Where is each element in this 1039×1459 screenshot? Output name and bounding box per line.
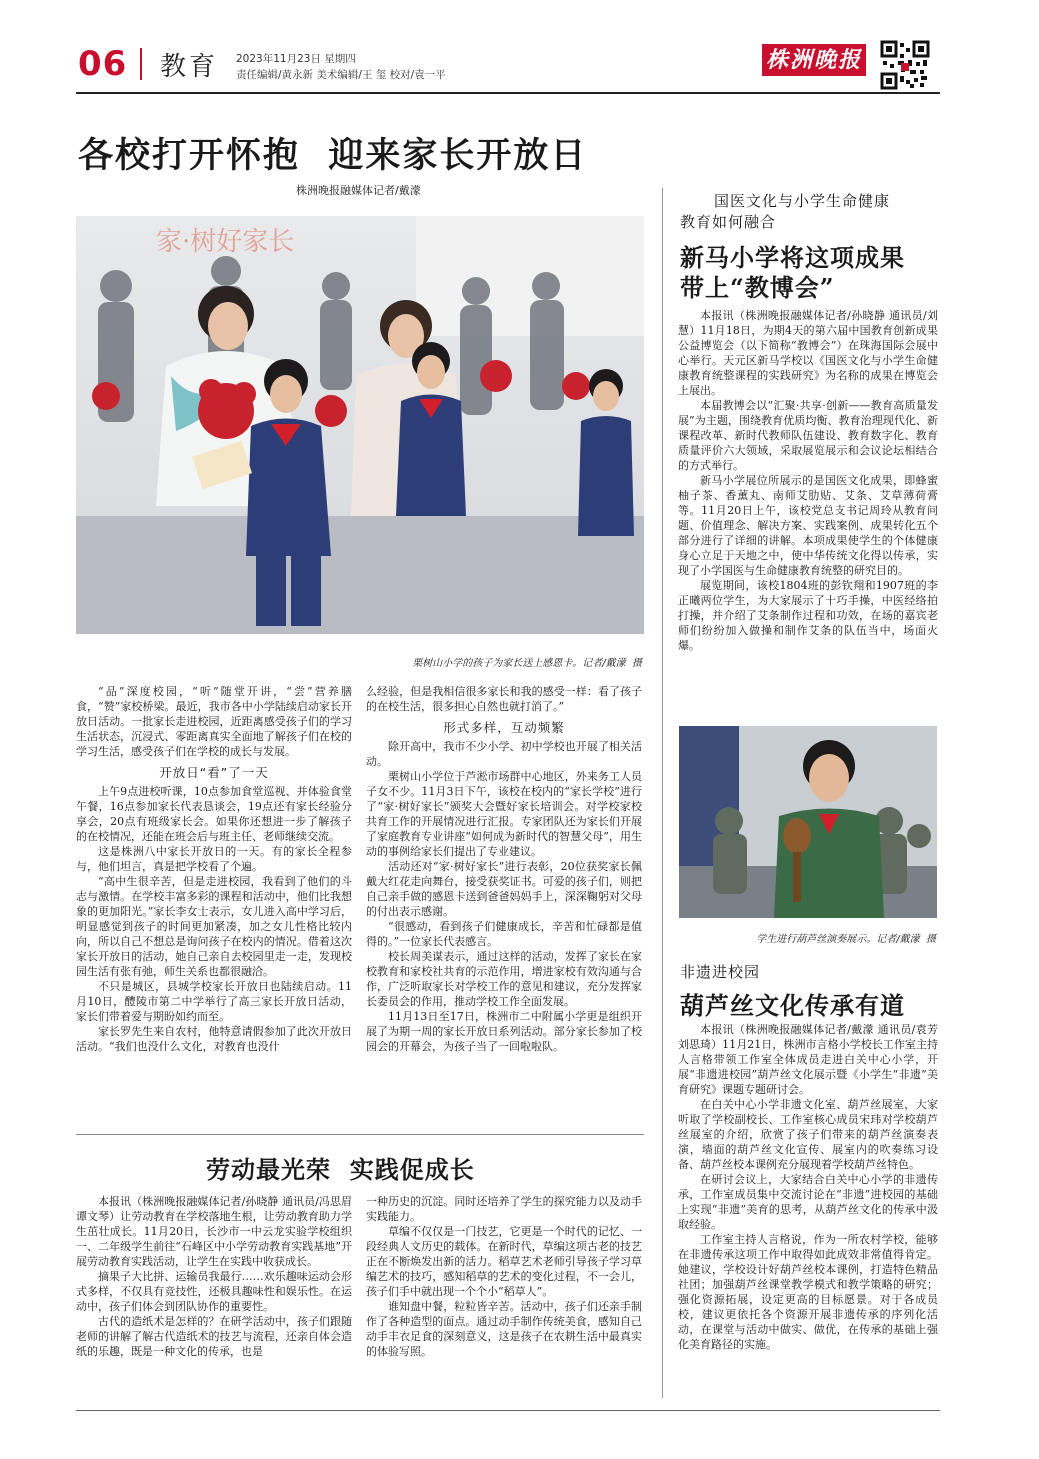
side2-kicker: 非遗进校园 xyxy=(680,963,761,981)
main-lead-paragraph: “品”深度校园，“听”随堂开讲，“尝”营养膳食，“赞”家校桥梁。最近，我市各中小学陆续启动家长开放日活动。一批家长走进校园，近距离感受孩子们的学习生活状态，沉浸式、零距离真实全面地了解孩子们在校的学习生活，感受孩子们在学校的成长与发展。 xyxy=(76,685,352,758)
main-col2-paragraph: 栗树山小学位于芦淞市场群中心地区，外来务工人员子女不少。11月3日下午，该校在校内的“家长学校”进行了“家·树好家长”颁奖大会暨好家长培训会。对学校家校共育工作的开展情况进行汇报。专家团队还为家长们开展了家庭教育专业讲座“如何成为新时代的智慧父母”，用生动的事例给家长们提出了专业建议。 xyxy=(366,770,642,858)
side1-kicker-line1: 国医文化与小学生命健康 xyxy=(714,192,891,210)
side2-paragraph: 在研讨会议上，大家结合白关中心小学的非遗传承，工作室成员集中交流讨论在“非遗”进校园的基础上实现“非遗”美育的思考，从葫芦丝文化的传承中汲取经验。 xyxy=(678,1173,938,1231)
side1-paragraph: 新马小学展位所展示的是国医文化成果，即蜂蜜柚子茶、香薰丸、南师艾肋贴、艾条、艾草薄荷膏等。11月20日上午，该校党总支书记周玲从教育问题、价值理念、解决方案、实践案例、成果转化五个部分进行了详细的讲解。本项成果使学生的个体健康身心立足于天地之中，使中华传统文化得以传承，实现了小学国医与生命健康教育统整的研究目的。 xyxy=(678,474,938,577)
header-rule xyxy=(76,92,940,94)
main-col1-paragraph: 家长罗先生来自农村，他特意请假参加了此次开放日活动。“我们也没什么文化，对教育也没什 xyxy=(76,1025,352,1053)
side1-paragraph: 展览期间，该校1804班的彭钦翔和1907班的李正曦两位学生，为大家展示了十巧手操，中医经络拍打操，并介绍了艾条制作过程和功效，在场的嘉宾老师们纷纷加入做操和制作艾条的队伍当中，场面火爆。 xyxy=(678,579,938,652)
bottom-article-rule xyxy=(76,1134,644,1135)
side2-body xyxy=(678,1022,938,1352)
bottom-paragraph: 古代的造纸术是怎样的？在研学活动中，孩子们跟随老师的讲解了解古代造纸术的技艺与流程，还亲自体会造纸的乐趣，既是一种文化的传承，也是 xyxy=(76,1315,352,1358)
main-col2-paragraph: 11月13日至17日，株洲市二中附属小学更是组织开展了为期一周的家长开放日系列活动。部分家长参加了校园会的开幕会，为孩子当了一回啦啦队。 xyxy=(366,1010,642,1053)
section-title: 教育 xyxy=(160,52,219,82)
bottom-paragraph: 草编不仅仅是一门技艺，它更是一个时代的记忆、一段经典人文历史的载体。在新时代，草编这项古老的技艺正在不断焕发出新的活力。稻草艺术老师引导孩子学习草编艺术的技巧，感知稻草的艺术的变化过程，不一会儿，孩子们手中就出现一个个小“稻草人”。 xyxy=(366,1225,642,1298)
side2-photo-caption: 学生进行葫芦丝演奏展示。记者/戴濛 摄 xyxy=(756,934,936,945)
main-col1-paragraph: 这是株洲八中家长开放日的一天。有的家长全程参与，他们坦言，真是把学校看了个遍。 xyxy=(76,845,352,873)
bottom-paragraph: 谁知盘中餐，粒粒皆辛苦。活动中，孩子们还亲手制作了各种造型的面点。通过动手制作传统美食，感知自己动手丰衣足食的深刻意义，这是孩子在农耕生活中最真实的体验写照。 xyxy=(366,1300,642,1358)
bottom-col1 xyxy=(76,1194,352,1359)
side2-paragraph: 本报讯（株洲晚报融媒体记者/戴濛 通讯员/袁芳 刘思琦）11月21日，株洲市言格小学校长工作室主持人言格带领工作室全体成员走进白关中心小学，开展“非遗进校园”葫芦丝文化展示暨《小学生“非遗”美育研究》课题专题研讨会。 xyxy=(678,1023,938,1096)
bottom-paragraph: 本报讯（株洲晚报融媒体记者/孙晓静 通讯员/冯思眉 谭文琴）让劳动教育在学校落地生根，让劳动教育助力学生茁壮成长。11月20日，长沙市一中云龙实验学校组织一、二年级学生前往“石峰区中小学劳动教育实践基地”开展劳动教育实践活动，让学生在实践中收获成长。 xyxy=(76,1195,352,1268)
side1-headline-line2: 带上“教博会” xyxy=(680,273,835,302)
photo-banner-text: 家·树好家长 xyxy=(156,227,295,257)
bottom-headline: 劳动最光荣 实践促成长 xyxy=(206,1155,475,1184)
main-col2-continued: 么经验，但是我相信很多家长和我的感受一样：看了孩子的在校生活，很多担心自然也就打消了。” xyxy=(366,685,642,713)
masthead-logo: 株洲晚报 xyxy=(762,44,866,76)
header-editors: 责任编辑/黄永新 美术编辑/王 玺 校对/袁一平 xyxy=(236,69,446,81)
side2-paragraph: 工作室主持人言格说，作为一所农村学校，能够在非遗传承这项工作中取得如此成效非常值得肯定。她建议，学校设计好葫芦丝校本课例，打造特色精品社团；加强葫芦丝课堂教学模式和教学策略的研究；强化资源拓展，设定更高的目标愿景。对于各成员校，建议更依托各个资源开展非遗传承的序列化活动，在课堂与活动中做实、做优，在传承的基础上强化美育路径的实施。 xyxy=(678,1233,938,1351)
main-photo-caption: 栗树山小学的孩子为家长送上感恩卡。记者/戴濛 摄 xyxy=(412,658,642,669)
main-col2-paragraph: 除开高中，我市不少小学、初中学校也开展了相关活动。 xyxy=(366,740,642,768)
subhead-open-day: 开放日“看”了一天 xyxy=(159,765,269,780)
header-divider xyxy=(140,48,142,80)
main-col2-paragraph: 活动还对“家·树好家长”进行表彰，20位获奖家长佩戴大红花走向舞台，接受获奖证书。可爱的孩子们，则把自己亲手做的感恩卡送到爸爸妈妈手上，深深鞠躬对父母的付出表示感谢。 xyxy=(366,860,642,918)
main-article-col2 xyxy=(366,684,642,1054)
side1-paragraph: 本届教博会以“汇聚·共享·创新——教育高质量发展”为主题，围绕教育优质均衡、教育治理现代化、新课程改革、新时代教师队伍建设、教育数字化、教育质量评价六大领域，采取展览展示和会议论坛相结合的方式举行。 xyxy=(678,399,938,472)
main-col1-paragraph: 上午9点进校听课，10点参加食堂巡视、并体验食堂午餐，16点参加家长代表恳谈会，19点还有家长经验分享会，20点有班级家长会。如果你还想进一步了解孩子的在校情况，还能在班会后与班主任、老师继续交流。 xyxy=(76,785,352,843)
side2-paragraph: 在白关中心小学非遗文化室、葫芦丝展室，大家听取了学校副校长、工作室核心成员宋玮对学校葫芦丝展室的介绍，欣赏了孩子们带来的葫芦丝演奏表演，墙面的葫芦丝文化宣传、展室内的吹奏练习设备、葫芦丝校本课例充分展现着学校葫芦丝特色。 xyxy=(678,1098,938,1171)
side1-paragraph: 本报讯（株洲晚报融媒体记者/孙晓静 通讯员/刘慧）11月18日，为期4天的第六届中国教育创新成果公益博览会（以下简称“教博会”）在珠海国际会展中心举行。天元区新马学校以《国医文化与小学生命健康教育统整课程的实践研究》为名称的成果在博览会上展出。 xyxy=(678,309,938,397)
bottom-paragraph: 摘果子大比拼、运输员我最行……欢乐趣味运动会形式多样，不仅具有竞技性，还极具趣味性和娱乐性。在运动中，孩子们体会到团队协作的重要性。 xyxy=(76,1270,352,1313)
subhead-interaction: 形式多样，互动频繁 xyxy=(443,720,565,735)
main-col2-paragraph: “很感动，看到孩子们健康成长，辛苦和忙碌都是值得的。”一位家长代表感言。 xyxy=(366,920,642,948)
main-article-col1 xyxy=(76,684,352,1054)
main-col1-paragraph: “高中生很辛苦，但是走进校园，我看到了他们的斗志与激情。在学校丰富多彩的课程和活动中，他们比我想象的更加阳光。”家长李女士表示，女儿进入高中学习后，明显感觉到孩子的时间更加紧凑，加之女儿性格比较内向，所以自己不想总是询问孩子在校内的情况。借着这次家长开放日的活动，她自己亲自去校园里走一走，发现校园生活有张有弛，师生关系也都很融洽。 xyxy=(76,875,352,978)
bottom-continued: 一种历史的沉淀。同时还培养了学生的探究能力以及动手实践能力。 xyxy=(366,1195,642,1223)
main-col1-paragraph: 不只是城区，县城学校家长开放日也陆续启动。11月10日，醴陵市第二中学举行了高三家长开放日活动，家长们带着爱与期盼如约而至。 xyxy=(76,980,352,1023)
page-number: 06 xyxy=(78,44,128,84)
hulusi-performance-photo-illustration xyxy=(679,726,937,918)
side1-headline-line1: 新马小学将这项成果 xyxy=(680,243,905,272)
column-divider-right xyxy=(662,188,663,1398)
parents-day-photo-illustration xyxy=(76,216,644,634)
main-byline: 株洲晚报融媒体记者/戴濛 xyxy=(296,184,421,197)
main-col2-paragraph: 校长周美谋表示，通过这样的活动，发挥了家长在家校教育和家校社共育的示范作用，增进家校有效沟通与合作，广泛听取家长对学校工作的意见和建议，充分发挥家长委员会的作用，推动学校工作全面发展。 xyxy=(366,950,642,1008)
side2-photo xyxy=(679,726,937,918)
footer-rule xyxy=(76,1410,940,1411)
main-headline: 各校打开怀抱 迎来家长开放日 xyxy=(78,136,588,176)
main-photo xyxy=(76,216,644,634)
bottom-col2 xyxy=(366,1194,642,1359)
header-date: 2023年11月23日 星期四 xyxy=(236,53,356,65)
side1-kicker-line2: 教育如何融合 xyxy=(680,213,777,231)
side1-body xyxy=(678,308,938,653)
side2-headline: 葫芦丝文化传承有道 xyxy=(680,991,905,1020)
qr-code-icon xyxy=(880,40,930,90)
